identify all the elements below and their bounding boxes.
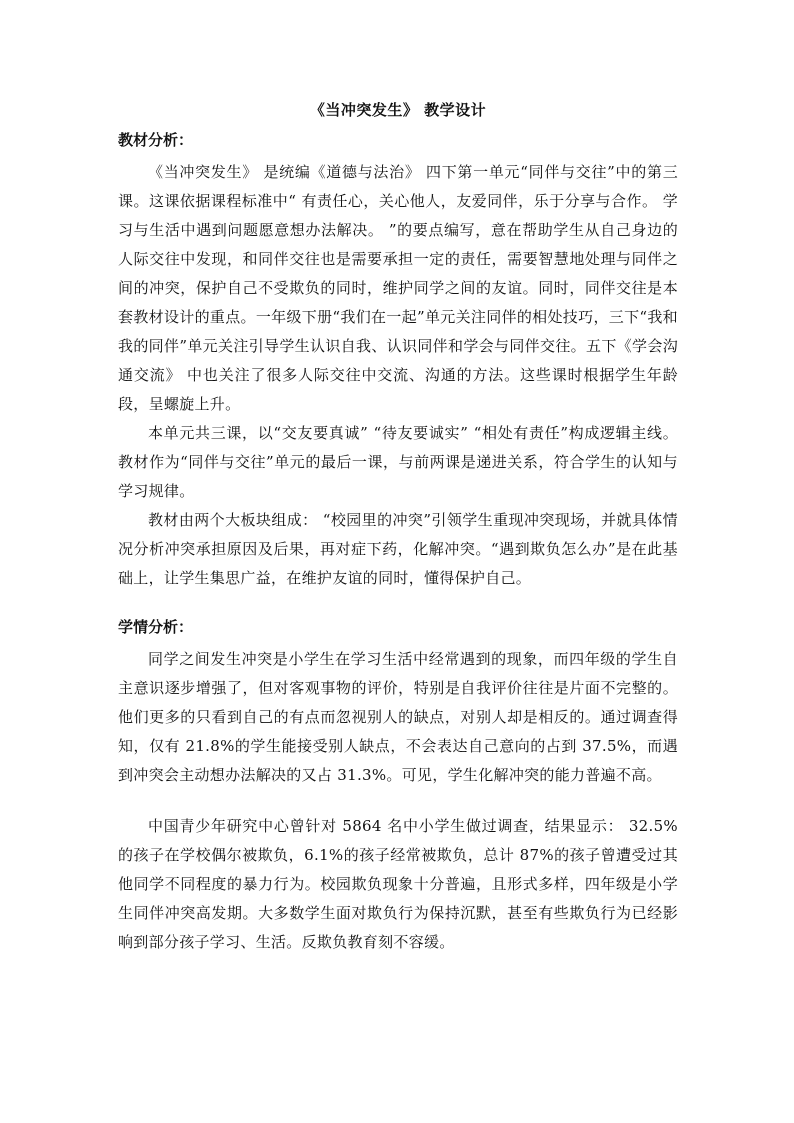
section-textbook-analysis — [118, 128, 678, 593]
section-student-analysis — [118, 615, 678, 957]
document-page — [118, 100, 678, 957]
section-heading-student-analysis: 学情分析： — [118, 618, 194, 636]
section-spacer — [118, 593, 678, 615]
paragraph-spacer — [118, 790, 678, 812]
paragraph: 教材由两个大板块组成： “校园里的冲突”引领学生重现冲突现场，并就具体情况分析冲突承担原因及后果，再对症下药，化解冲突。“遇到欺负怎么办”是在此基础上，让学生集思广益，在维护友谊的同时，懂得保护自己。 — [118, 511, 678, 587]
paragraph: 中国青少年研究中心曾针对 5864 名中小学生做过调查，结果显示： 32.5%的孩子在学校偶尔被欺负，6.1%的孩子经常被欺负，总计 87%的孩子曾遭受过其他同学不同程度的暴力行为。校园欺负现象十分普遍，且形式多样，四年级是小学生同伴冲突高发期。大多数学生面对欺负行为保持沉默，甚至有些欺负行为已经影响到部分孩子学习、生活。反欺负教育刻不容缓。 — [118, 817, 678, 951]
document-title: 《当冲突发生》 教学设计 — [309, 101, 487, 119]
paragraph: 同学之间发生冲突是小学生在学习生活中经常遇到的现象，而四年级的学生自主意识逐步增强了，但对客观事物的评价，特别是自我评价往往是片面不完整的。他们更多的只看到自己的有点而忽视别人的缺点，对别人却是相反的。通过调查得知，仅有 21.8%的学生能接受别人缺点，不会表达自己意向的占到 37.5%，而遇到冲突会主动想办法解决的又占 31.3%。可见，学生化解冲突的能力普遍不高。 — [118, 650, 678, 784]
section-heading-textbook-analysis: 教材分析： — [118, 131, 194, 149]
paragraph: 《当冲突发生》 是统编《道德与法治》 四下第一单元“同伴与交往”中的第三课。这课依据课程标准中“ 有责任心，关心他人，友爱同伴，乐于分享与合作。 学习与生活中遇到问题愿意想办法解决。 ”的要点编写，意在帮助学生从自己身边的人际交往中发现，和同伴交往也是需要承担一定的责任，需要智慧地处理与同伴之间的冲突，保护自己不受欺负的同时，维护同学之间的友谊。同时，同伴交往是本套教材设计的重点。一年级下册“我们在一起”单元关注同伴的相处技巧，三下“我和我的同伴”单元关注引导学生认识自我、认识同伴和学会与同伴交往。五下《学会沟通交流》 中也关注了很多人际交往中交流、沟通的方法。这些课时根据学生年龄段，呈螺旋上升。 — [118, 163, 678, 413]
paragraph: 本单元共三课，以“交友要真诚” “待友要诚实” “相处有责任”构成逻辑主线。教材作为“同伴与交往”单元的最后一课，与前两课是递进关系，符合学生的认知与学习规律。 — [118, 424, 678, 500]
